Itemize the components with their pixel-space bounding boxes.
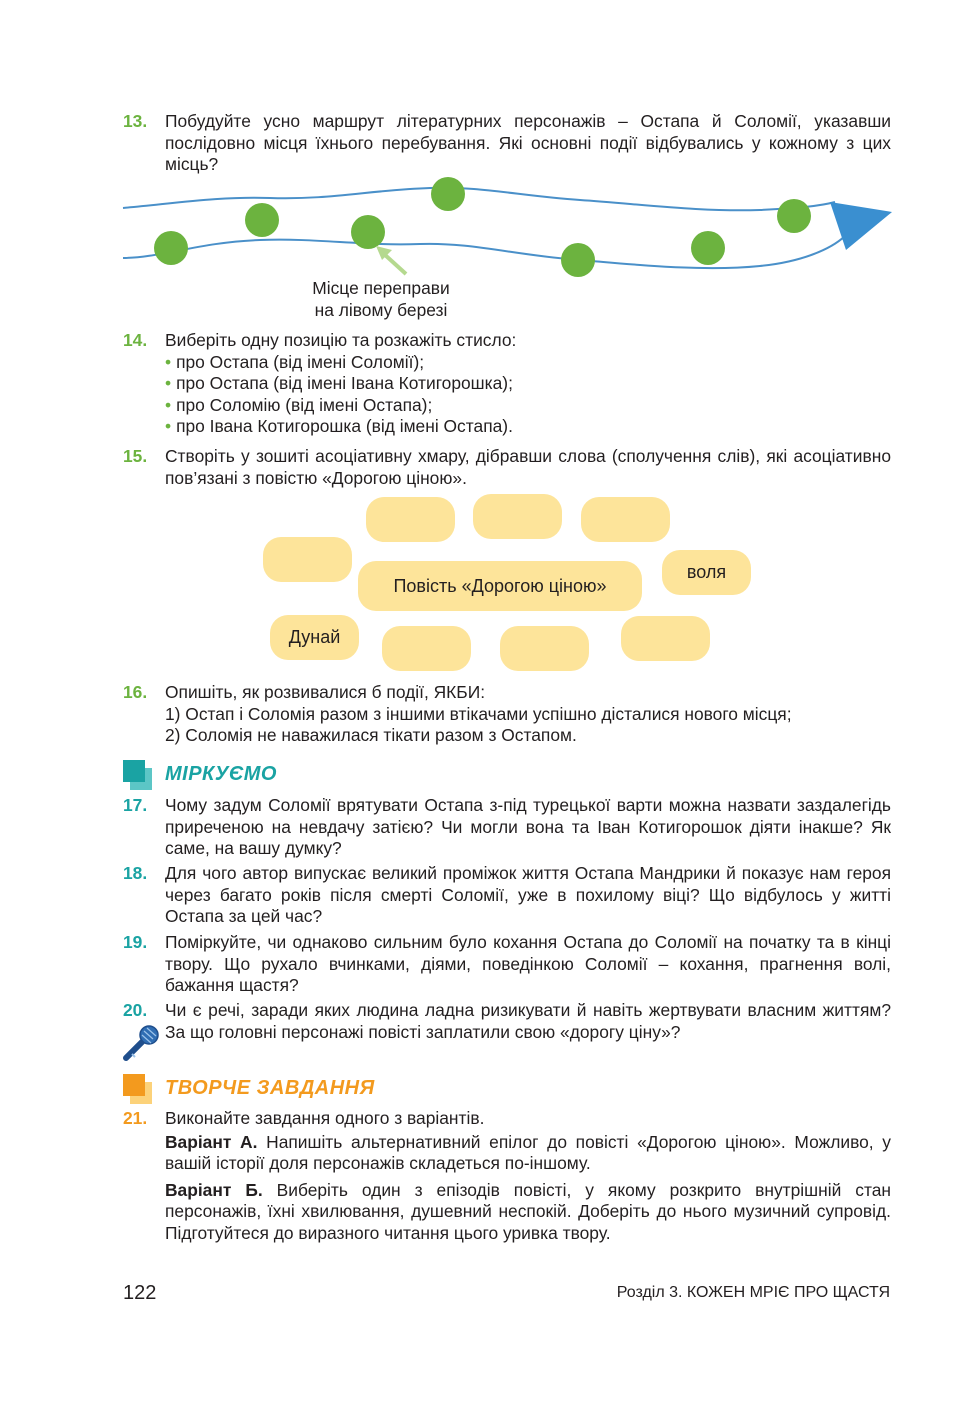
route-point (561, 243, 595, 277)
variant-b-text: Виберіть один з епізодів повісті, у якому розкрито внутрішній стан персонажів, їхні хвилювання, душевний неспокій. Доберіть до нього музичний супровід. Підготуйтеся до виразного читання цього уривка твору. (165, 1179, 891, 1243)
task-number: 21. (123, 1108, 148, 1128)
route-point (154, 231, 188, 265)
task-number: 18. (123, 863, 148, 883)
bullet-text: про Остапа (від імені Соломії); (176, 351, 425, 372)
task-text: Чому задум Соломії врятувати Остапа з-під турецької варти можна назвати заздалегідь приреченою на невдачу затією? Чи могли вона та Іван Котигорошок діяти інакше? Як саме, на вашу думку? (165, 795, 891, 859)
bullet-item (165, 395, 891, 417)
variant-b-label: Варіант Б. (165, 1179, 263, 1200)
task-subitem: 2) Соломія не наважилася тікати разом з Остапом. (165, 725, 577, 746)
route-point (691, 231, 725, 265)
route-arrow-icon (830, 202, 892, 250)
cloud-empty-box (366, 497, 455, 542)
task-16 (123, 682, 891, 747)
task-text: Для чого автор випускає великий проміжок життя Остапа Мандрики й показує нам героя через багато років після смерті Соломії, уже в похилому віці? Що відбулось у житті Остапа за цей час? (165, 863, 891, 927)
task-text (165, 682, 891, 747)
cloud-empty-box (263, 537, 352, 582)
cloud-word-box: воля (662, 550, 751, 595)
cloud-empty-box (621, 616, 710, 661)
page-number: 122 (123, 1282, 157, 1304)
task-14 (123, 330, 891, 438)
cloud-empty-box (382, 626, 471, 671)
task-text: Створіть у зошиті асоціативну хмару, дібравши слова (сполучення слів), які асоціативно пов’язані з повістю «Дорогою ціною». (165, 446, 891, 488)
crossing-label-line1: Місце переправи (312, 278, 450, 298)
section-title: ТВОРЧЕ ЗАВДАННЯ (165, 1077, 375, 1099)
route-point (431, 177, 465, 211)
task-text: Чи є речі, заради яких людина ладна ризикувати й навіть жертвувати власним життям? За що головні персонажі повісті заплатили свою «дорогу ціну»? (165, 1000, 891, 1042)
river-lower-bank (123, 236, 845, 268)
crossing-label (296, 278, 466, 321)
cloud-empty-box (581, 497, 670, 542)
section-title: МІРКУЄМО (165, 763, 277, 785)
bullet-text: про Соломію (від імені Остапа); (176, 394, 433, 415)
cloud-empty-box (500, 626, 589, 671)
task-number: 19. (123, 932, 148, 952)
pointer-arrow-icon (384, 254, 406, 274)
task-18 (123, 863, 891, 928)
bullet-icon: • (165, 394, 172, 415)
task-number: 16. (123, 682, 148, 702)
bullet-icon: • (165, 416, 172, 437)
route-point (351, 215, 385, 249)
route-point (245, 203, 279, 237)
task-text (165, 1108, 891, 1245)
task-number: 20. (123, 1000, 148, 1020)
variant-a-label: Варіант А. (165, 1131, 258, 1152)
task-20 (123, 1000, 891, 1043)
task-13 (123, 111, 891, 176)
bullet-item (165, 352, 891, 374)
bullet-text: про Івана Котигорошка (від імені Остапа). (176, 416, 513, 437)
section-square-icon (123, 1074, 153, 1104)
task-number: 14. (123, 330, 148, 350)
task-19 (123, 932, 891, 997)
task-text: Побудуйте усно маршрут літературних персонажів – Остапа й Соломії, указавши послідовно місця їхнього перебування. Які основні події відбувались у кожному з цих місць? (165, 111, 891, 175)
route-point (777, 199, 811, 233)
task-intro: Опишіть, як розвивалися б події, ЯКБИ: (165, 682, 486, 702)
task-number: 17. (123, 795, 148, 815)
task-subitem: 1) Остап і Соломія разом з іншими втікачами успішно дісталися нового місця; (165, 703, 792, 724)
task-text: Поміркуйте, чи однаково сильним було кохання Остапа до Соломії на початку та в кінці твору. Що рухало вчинками, діями, поведінкою Соломії – кохання, прагнення волі, бажання щастя? (165, 932, 891, 996)
task-number: 13. (123, 111, 148, 131)
section-square-icon (123, 760, 153, 790)
section-heading-thinking (123, 760, 423, 790)
task-intro: Виберіть одну позицію та розкажіть стисло: (165, 330, 517, 350)
task-intro: Виконайте завдання одного з варіантів. (165, 1108, 485, 1128)
bullet-item (165, 373, 891, 395)
bullet-icon: • (165, 373, 172, 394)
task-number: 15. (123, 446, 148, 466)
river-upper-bank (123, 188, 835, 211)
bullet-text: про Остапа (від імені Івана Котигорошка); (176, 373, 513, 394)
cloud-center-box: Повість «Дорогою ціною» (358, 561, 642, 611)
variant-b (165, 1180, 891, 1245)
chapter-title: Розділ 3. КОЖЕН МРІЄ ПРО ЩАСТЯ (616, 1284, 890, 1301)
bullet-icon: • (165, 351, 172, 372)
task-17 (123, 795, 891, 860)
cloud-word-box: Дунай (270, 615, 359, 660)
variant-a (165, 1132, 891, 1175)
task-21 (123, 1108, 891, 1245)
bullet-item (165, 416, 891, 438)
crossing-label-line2: на лівому березі (314, 299, 448, 320)
task-15 (123, 446, 891, 489)
variant-a-text: Напишіть альтернативний епілог до повісті «Дорогою ціною». Можливо, у вашій історії доля персонажів складеться по-іншому. (165, 1131, 891, 1174)
microphone-icon (120, 1024, 162, 1064)
task-text (165, 330, 891, 438)
section-heading-creative (123, 1074, 483, 1104)
cloud-empty-box (473, 494, 562, 539)
